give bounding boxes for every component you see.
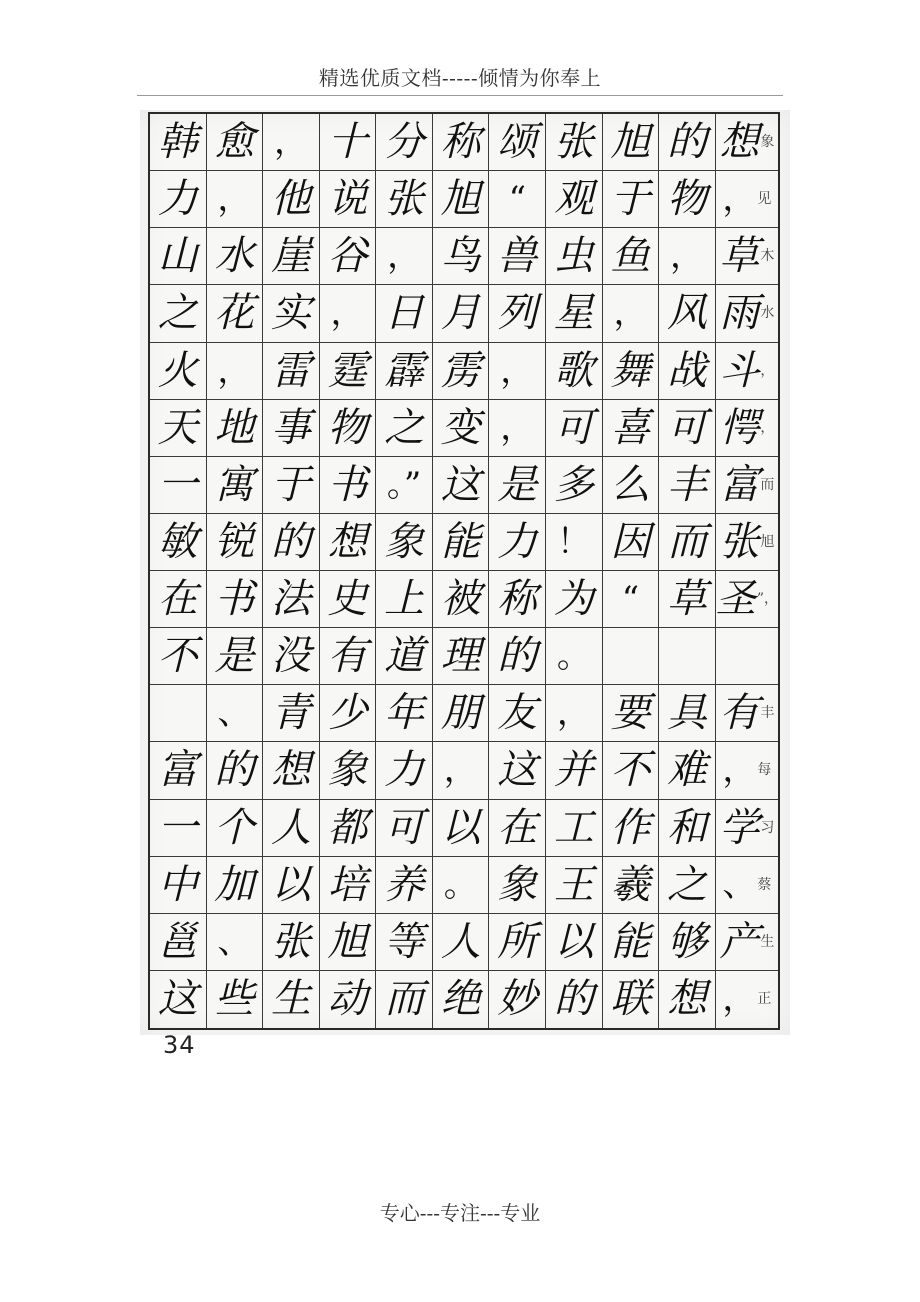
grid-cell: 天 — [150, 400, 207, 457]
grid-cell: 这 — [489, 742, 546, 799]
grid-cell: 加 — [207, 857, 264, 914]
grid-cell: 。 — [546, 628, 603, 685]
grid-cell: 人 — [263, 800, 320, 857]
grid-cell: 以 — [546, 914, 603, 971]
grid-cell: 象 — [376, 514, 433, 571]
grid-cell: 兽 — [489, 228, 546, 285]
grid-cell: 十 — [320, 114, 377, 171]
grid-cell: 动 — [320, 971, 377, 1028]
grid-cell: 风 — [659, 285, 716, 342]
grid-cell: 寓 — [207, 457, 264, 514]
page-header-title: 精选优质文档-----倾情为你奉上 — [318, 66, 602, 90]
grid-cell-main-char: 雨 — [719, 290, 760, 337]
grid-cell-edge-char: 每 — [757, 762, 772, 779]
grid-cell-edge-char: 生 — [760, 933, 775, 950]
grid-cell-edge-char: 习 — [760, 819, 775, 836]
grid-cell: 愈 — [207, 114, 264, 171]
grid-cell: 锐 — [207, 514, 264, 571]
grid-cell: 而 — [376, 971, 433, 1028]
grid-cell: 是 — [207, 628, 264, 685]
grid-cell: 喜 — [603, 400, 660, 457]
grid-cell-main-char: 学 — [719, 804, 760, 851]
grid-cell: 养 — [376, 857, 433, 914]
grid-cell: 星 — [546, 285, 603, 342]
grid-cell: 张 — [376, 171, 433, 228]
grid-cell: 韩 — [150, 114, 207, 171]
grid-cell: 力 — [489, 514, 546, 571]
grid-cell: 想 — [320, 514, 377, 571]
grid-cell: 日 — [376, 285, 433, 342]
grid-cell-main-char: 斗 — [719, 347, 760, 394]
grid-cell: ， — [489, 343, 546, 400]
grid-cell: 以 — [263, 857, 320, 914]
grid-cell — [716, 400, 778, 457]
grid-cell: ， — [546, 685, 603, 742]
grid-cell: 张 — [546, 114, 603, 171]
grid-cell: 中 — [150, 857, 207, 914]
grid-cell: 在 — [150, 571, 207, 628]
grid-cell: 称 — [489, 571, 546, 628]
grid-cell: 水 — [207, 228, 264, 285]
grid-cell: 虫 — [546, 228, 603, 285]
grid-cell — [659, 628, 716, 685]
grid-cell: ， — [603, 285, 660, 342]
grid-cell — [716, 628, 778, 685]
grid-cell — [716, 914, 778, 971]
grid-cell: 之 — [659, 857, 716, 914]
grid-cell: 象 — [320, 742, 377, 799]
grid-cell: 、 — [207, 685, 264, 742]
grid-cell: 因 — [603, 514, 660, 571]
grid-cell-main-char: 产 — [719, 918, 760, 965]
grid-cell: 谷 — [320, 228, 377, 285]
grid-cell-main-char: 有 — [719, 690, 760, 737]
grid-cell: 具 — [659, 685, 716, 742]
grid-cell: 之 — [376, 400, 433, 457]
grid-cell: 人 — [433, 914, 490, 971]
grid-cell: 等 — [376, 914, 433, 971]
grid-cell: 舞 — [603, 343, 660, 400]
grid-cell: 于 — [263, 457, 320, 514]
grid-cell: 上 — [376, 571, 433, 628]
grid-cell: 草 — [659, 571, 716, 628]
grid-cell-main-char: 张 — [719, 518, 760, 565]
grid-cell-main-char: 富 — [719, 461, 760, 508]
grid-cell: 、 — [207, 914, 264, 971]
grid-cell: 可 — [659, 400, 716, 457]
grid-cell — [150, 685, 207, 742]
grid-cell: ， — [659, 228, 716, 285]
grid-cell: 张 — [263, 914, 320, 971]
grid-cell: 而 — [659, 514, 716, 571]
grid-cell: 所 — [489, 914, 546, 971]
grid-cell: 霆 — [320, 343, 377, 400]
grid-cell: 歌 — [546, 343, 603, 400]
grid-cell: 雳 — [433, 343, 490, 400]
grid-cell: ， — [489, 400, 546, 457]
grid-cell: 多 — [546, 457, 603, 514]
grid-cell: 年 — [376, 685, 433, 742]
grid-cell-main-char: 愕 — [719, 404, 760, 451]
grid-cell: “ — [603, 571, 660, 628]
grid-cell: 并 — [546, 742, 603, 799]
grid-cell: 些 — [207, 971, 264, 1028]
grid-cell: 妙 — [489, 971, 546, 1028]
grid-cell — [716, 857, 778, 914]
grid-cell: 山 — [150, 228, 207, 285]
grid-cell-edge-char: 水 — [760, 305, 775, 322]
grid-cell: 都 — [320, 800, 377, 857]
grid-cell: 的 — [263, 514, 320, 571]
grid-cell: 称 — [433, 114, 490, 171]
grid-cell-edge-char: 木 — [760, 248, 775, 265]
grid-cell: “ — [489, 171, 546, 228]
grid-cell — [716, 114, 778, 171]
grid-cell — [716, 971, 778, 1028]
grid-cell: 和 — [659, 800, 716, 857]
grid-cell: 。 — [433, 857, 490, 914]
grid-cell: 月 — [433, 285, 490, 342]
grid-cell: 要 — [603, 685, 660, 742]
grid-cell: ， — [207, 171, 264, 228]
grid-cell — [716, 685, 778, 742]
grid-cell: 能 — [433, 514, 490, 571]
grid-cell: ， — [376, 228, 433, 285]
grid-cell: 能 — [603, 914, 660, 971]
grid-cell: ！ — [546, 514, 603, 571]
grid-cell: 为 — [546, 571, 603, 628]
grid-cell: 个 — [207, 800, 264, 857]
grid-cell: ， — [320, 285, 377, 342]
grid-cell: 变 — [433, 400, 490, 457]
grid-cell: 么 — [603, 457, 660, 514]
grid-cell: 之 — [150, 285, 207, 342]
grid-cell: 想 — [659, 971, 716, 1028]
grid-cell: 友 — [489, 685, 546, 742]
grid-cell: 青 — [263, 685, 320, 742]
grid-cell: 书 — [320, 457, 377, 514]
grid-cell — [716, 285, 778, 342]
grid-cell — [716, 571, 778, 628]
grid-cell-main-char: ， — [722, 179, 757, 220]
grid-cell: 旭 — [603, 114, 660, 171]
grid-cell-main-char: ， — [722, 979, 757, 1020]
grid-cell: 这 — [433, 457, 490, 514]
grid-cell: 不 — [150, 628, 207, 685]
grid-cell — [716, 742, 778, 799]
grid-cell: 联 — [603, 971, 660, 1028]
grid-cell: 火 — [150, 343, 207, 400]
grid-cell: 象 — [489, 857, 546, 914]
grid-cell: 理 — [433, 628, 490, 685]
grid-cell: 地 — [207, 400, 264, 457]
grid-cell: 鱼 — [603, 228, 660, 285]
grid-cell: 颂 — [489, 114, 546, 171]
grid-cell: ， — [433, 742, 490, 799]
grid-cell: 工 — [546, 800, 603, 857]
grid-cell: 培 — [320, 857, 377, 914]
grid-cell: 战 — [659, 343, 716, 400]
grid-cell: 难 — [659, 742, 716, 799]
grid-cell: 书 — [207, 571, 264, 628]
grid-cell: 朋 — [433, 685, 490, 742]
grid-cell: 事 — [263, 400, 320, 457]
grid-cell-edge-char: 正 — [757, 991, 772, 1008]
grid-cell: 列 — [489, 285, 546, 342]
grid-cell-edge-char: ， — [760, 362, 775, 379]
grid-cell: 雷 — [263, 343, 320, 400]
grid-cell-edge-char: 而 — [760, 476, 775, 493]
grid-cell: 富 — [150, 742, 207, 799]
grid-cell: 丰 — [659, 457, 716, 514]
grid-cell: 可 — [376, 800, 433, 857]
grid-cell-main-char: 想 — [719, 119, 760, 166]
grid-cell: 法 — [263, 571, 320, 628]
grid-cell: 于 — [603, 171, 660, 228]
grid-cell: 旭 — [320, 914, 377, 971]
grid-cell: 可 — [546, 400, 603, 457]
grid-cell: 这 — [150, 971, 207, 1028]
grid-cell: 鸟 — [433, 228, 490, 285]
grid-cell: 物 — [659, 171, 716, 228]
grid-cell: 道 — [376, 628, 433, 685]
grid-cell: 观 — [546, 171, 603, 228]
grid-cell: 实 — [263, 285, 320, 342]
grid-cell: 没 — [263, 628, 320, 685]
grid-cell — [603, 628, 660, 685]
grid-cell: 邕 — [150, 914, 207, 971]
grid-cell: 是 — [489, 457, 546, 514]
grid-cell: 有 — [320, 628, 377, 685]
grid-cell: 不 — [603, 742, 660, 799]
grid-cell: ， — [263, 114, 320, 171]
grid-cell: 的 — [659, 114, 716, 171]
grid-cell — [716, 171, 778, 228]
grid-cell-main-char: 圣 — [715, 576, 756, 623]
grid-cell-edge-char: 蔡 — [757, 876, 772, 893]
manuscript-grid — [148, 112, 780, 1030]
grid-cell: 敏 — [150, 514, 207, 571]
grid-cell — [716, 228, 778, 285]
grid-cell: 生 — [263, 971, 320, 1028]
header-divider — [137, 95, 783, 96]
grid-cell: 的 — [207, 742, 264, 799]
grid-cell: 花 — [207, 285, 264, 342]
page-footer: 专心---专注---专业 — [379, 1201, 541, 1225]
grid-cell: 想 — [263, 742, 320, 799]
grid-cell-edge-char: 见 — [757, 191, 772, 208]
grid-cell-main-char: 、 — [722, 864, 757, 905]
grid-cell: 被 — [433, 571, 490, 628]
grid-cell: 分 — [376, 114, 433, 171]
grid-cell: 的 — [546, 971, 603, 1028]
grid-cell: ， — [207, 343, 264, 400]
grid-cell: 物 — [320, 400, 377, 457]
grid-cell: 绝 — [433, 971, 490, 1028]
grid-cell: 作 — [603, 800, 660, 857]
grid-cell: 史 — [320, 571, 377, 628]
grid-cell: 崖 — [263, 228, 320, 285]
grid-cell: 少 — [320, 685, 377, 742]
grid-cell: 一 — [150, 800, 207, 857]
grid-cell: 以 — [433, 800, 490, 857]
grid-cell: 的 — [489, 628, 546, 685]
grid-cell-main-char: ， — [722, 750, 757, 791]
grid-cell — [716, 514, 778, 571]
page-number: 34 — [163, 1031, 196, 1059]
grid-cell: 一 — [150, 457, 207, 514]
grid-cell: 力 — [150, 171, 207, 228]
grid-cell-edge-char: 丰 — [760, 705, 775, 722]
grid-cell: 说 — [320, 171, 377, 228]
grid-cell-main-char: 草 — [719, 233, 760, 280]
grid-cell: 旭 — [433, 171, 490, 228]
grid-cell: 力 — [376, 742, 433, 799]
grid-cell-edge-char: 旭 — [760, 533, 775, 550]
grid-cell-edge-char: 象 — [760, 134, 775, 151]
grid-cell-edge-char: ， — [760, 419, 775, 436]
grid-cell: 够 — [659, 914, 716, 971]
grid-cell: 霹 — [376, 343, 433, 400]
grid-cell — [716, 457, 778, 514]
grid-cell: 王 — [546, 857, 603, 914]
grid-cell: 他 — [263, 171, 320, 228]
grid-cell-edge-char: ”， — [756, 591, 778, 608]
grid-cell: 在 — [489, 800, 546, 857]
grid-cell — [716, 800, 778, 857]
grid-cell — [716, 343, 778, 400]
grid-cell: 。” — [376, 457, 433, 514]
grid-cell: 羲 — [603, 857, 660, 914]
